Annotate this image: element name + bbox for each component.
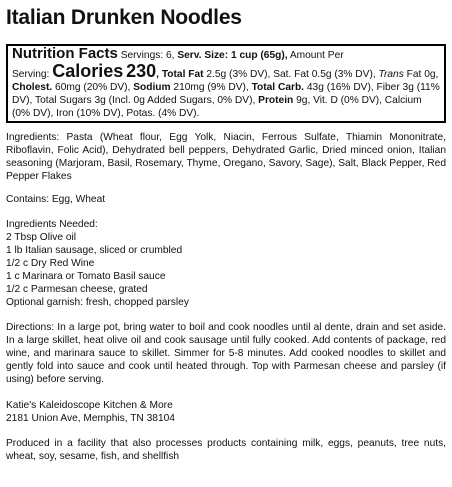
nutrition-facts-heading: Nutrition Facts [12,45,118,62]
servings-text: Servings: 6, [120,50,175,61]
trans-fat-value: Fat 0g, [406,69,439,80]
allergen-contains: Contains: Egg, Wheat [6,194,106,205]
calories-value: 230 [126,61,157,81]
company-name: Katie's Kaleidoscope Kitchen & More [6,400,173,411]
cholesterol-value: 60mg (20% DV), [55,82,131,93]
sodium-value: 210mg (9% DV), [173,82,249,93]
protein-value: 9g, Vit. D (0% DV), Calcium (0% DV), Iron (10% DV), Potas. (4% DV). [12,95,422,119]
street-address: 2181 Union Ave, Memphis, TN 38104 [6,413,175,424]
total-fat-value: 2.5g (3% DV), Sat. Fat 0.5g (3% DV), [206,69,376,80]
product-title: Italian Drunken Noodles [6,6,242,29]
list-item: Optional garnish: fresh, chopped parsley [6,297,189,308]
nutrition-facts-panel [6,44,446,123]
list-item: 1/2 c Parmesan cheese, grated [6,284,148,295]
list-item: 2 Tbsp Olive oil [6,232,77,243]
protein-label: Protein [258,95,294,106]
carb-details: (16% DV), Fiber 3g (11% DV), Total Sugars 3g (Incl. 0g Added Sugars, 0% DV), [12,82,440,106]
trans-fat-label: Trans [378,69,404,80]
list-item: 1 lb Italian sausage, sliced or crumbled [6,245,183,256]
company-address [6,399,446,425]
nutrition-body: Serving: Calories 230, Total Fat 2.5g (3% DV), Sat. Fat 0.5g (3% DV), Trans Fat 0g, Cholest. 60mg (20% DV), Sodium 210mg (9% DV), Total Carb. 43g (16% DV), Fiber 3g (11% DV), Total Sugars 3g (Incl. 0g Added Sugars, 0% DV), Protein 9g, Vit. D (0% DV), Calcium (0% DV), Iron (10% DV), Potas. (4% DV). [12,61,440,119]
total-carb-label: Total Carb. [251,82,305,93]
list-item: 1/2 c Dry Red Wine [6,258,95,269]
ingredients-needed-heading: Ingredients Needed: [6,219,98,230]
ingredients-needed-list [6,218,446,309]
facility-statement: Produced in a facility that also processes products containing milk, eggs, peanuts, tree nuts, wheat, soy, sesame, fish, and shellfish [6,438,446,462]
total-fat-label: Total Fat [161,69,204,80]
amount-per-text: Amount Per [289,50,344,61]
serving-word: Serving: [12,69,50,80]
serving-size-label: Serv. Size: [177,50,229,61]
total-carb-value: 43g [306,82,324,93]
cholesterol-label: Cholest. [12,82,53,93]
calories-label: Calories [52,61,124,81]
label-page [0,6,452,487]
ingredients-text: Ingredients: Pasta (Wheat flour, Egg Yolk, Niacin, Ferrous Sulfate, Thiamin Mononitrate, Riboflavin, Folic Acid), Dehydrated bell peppers, Dehydrated Garlic, Dried minced onion, Italian seasoning (Marjoram, Basil, Rosemary, Thyme, Oregano, Savory, Sage), Salt, Black Pepper, Red Pepper Flakes [6,132,446,182]
serving-size-value: 1 cup (65g), [230,50,288,61]
list-item: 1 c Marinara or Tomato Basil sauce [6,271,166,282]
directions-text: Directions: In a large pot, bring water to boil and cook noodles until al dente, drain and set aside. In a large skillet, heat olive oil and cook sausage until fully cooked. Add contents of package, red wine, and marinara sauce to skillet. Simmer for 5-8 minutes. Add cooked noodles to skillet and gently fold into sauce and cook until heated through. Top with Parmesan cheese and parsley (if using) before serving. [6,322,446,385]
sodium-label: Sodium [133,82,171,93]
